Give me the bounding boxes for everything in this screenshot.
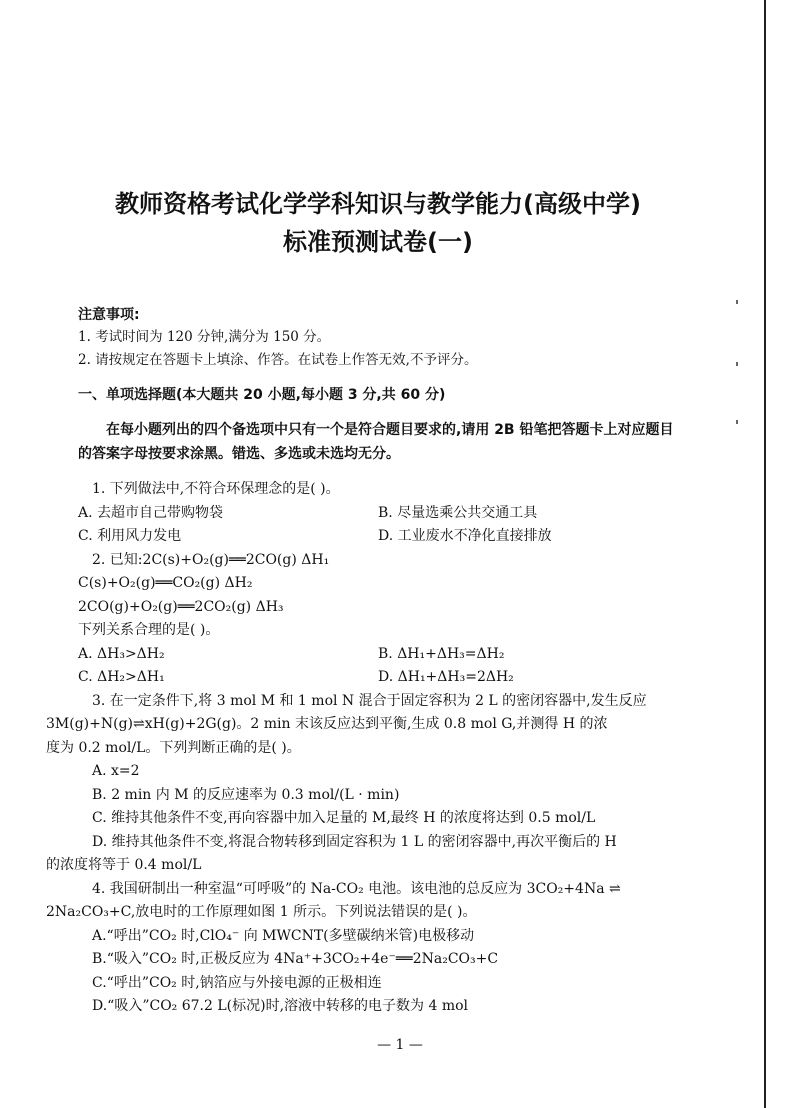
q3-option-d-cont: 的浓度将等于 0.4 mol/L	[46, 857, 202, 873]
q4-option-b: B.“吸入”CO₂ 时,正极反应为 4Na⁺+3CO₂+4e⁻══2Na₂CO₃+C	[92, 951, 499, 967]
q2-equation-2: C(s)+O₂(g)══CO₂(g) ΔH₂	[78, 575, 253, 591]
note-item: 2. 请按规定在答题卡上填涂、作答。在试卷上作答无效,不予评分。	[78, 352, 478, 368]
q3-option-c: C. 维持其他条件不变,再向容器中加入足量的 M,最终 H 的浓度将达到 0.5 mol/L	[92, 810, 596, 826]
q2-option-a: A. ΔH₃>ΔH₂	[78, 645, 165, 662]
scan-border-line	[764, 0, 766, 1108]
q3-option-b: B. 2 min 内 M 的反应速率为 0.3 mol/(L · min)	[92, 786, 400, 803]
q1-stem: 1. 下列做法中,不符合环保理念的是( )。	[92, 481, 340, 497]
exam-page	[46, 186, 678, 1019]
q4-stem-line: 2Na₂CO₃+C,放电时的工作原理如图 1 所示。下列说法错误的是( )。	[46, 904, 477, 920]
scan-mark	[736, 300, 738, 304]
q1-option-c: C. 利用风力发电	[78, 528, 182, 544]
q2-option-c: C. ΔH₂>ΔH₁	[78, 669, 165, 685]
q4-stem-line: 4. 我国研制出一种室温“可呼吸”的 Na-CO₂ 电池。该电池的总反应为 3CO₂+4Na ⇌	[92, 880, 621, 897]
q4-option-a: A.“呼出”CO₂ 时,ClO₄⁻ 向 MWCNT(多壁碳纳米管)电极移动	[92, 927, 475, 944]
q1-option-a: A. 去超市自己带购物袋	[78, 504, 224, 521]
q2-option-b: B. ΔH₁+ΔH₃=ΔH₂	[378, 645, 505, 662]
q2-ask: 下列关系合理的是( )。	[78, 622, 220, 638]
q1-options-row	[78, 502, 678, 526]
q3-stem-line: 3. 在一定条件下,将 3 mol M 和 1 mol N 混合于固定容积为 2 L 的密闭容器中,发生反应	[92, 692, 647, 709]
exam-subtitle: 标准预测试卷(一)	[283, 228, 473, 256]
q3-stem-line: 度为 0.2 mol/L。下列判断正确的是( )。	[46, 739, 301, 756]
section-instruction: 在每小题列出的四个备选项中只有一个是符合题目要求的,请用 2B 铅笔把答题卡上对应题目的答案字母按要求涂黑。错选、多选或未选均无分。	[78, 422, 674, 462]
q1-options-row	[78, 525, 678, 549]
scan-mark	[736, 362, 738, 366]
q2-options-row	[78, 643, 678, 667]
q1-option-b: B. 尽量选乘公共交通工具	[378, 504, 538, 521]
section-heading: 一、单项选择题(本大题共 20 小题,每小题 3 分,共 60 分)	[78, 387, 446, 403]
scan-mark	[736, 420, 738, 424]
q3-stem-line: 3M(g)+N(g)⇌xH(g)+2G(g)。2 min 末该反应达到平衡,生成 0.8 mol G,并测得 H 的浓	[46, 716, 608, 732]
q4-option-d: D.“吸入”CO₂ 67.2 L(标况)时,溶液中转移的电子数为 4 mol	[92, 998, 469, 1014]
note-item: 1. 考试时间为 120 分钟,满分为 150 分。	[78, 329, 331, 345]
q4-option-c: C.“呼出”CO₂ 时,钠箔应与外接电源的正极相连	[92, 974, 382, 991]
q3-option-d: D. 维持其他条件不变,将混合物转移到固定容积为 1 L 的密闭容器中,再次平衡后的 H	[92, 833, 617, 850]
q2-stem	[78, 549, 678, 573]
q2-equation-3: 2CO(g)+O₂(g)══2CO₂(g) ΔH₃	[78, 598, 284, 615]
exam-title: 教师资格考试化学学科知识与教学能力(高级中学)	[115, 190, 641, 218]
q2-stem-prefix: 2. 已知:	[92, 551, 143, 568]
q2-option-d: D. ΔH₁+ΔH₃=2ΔH₂	[378, 669, 514, 685]
notes-heading: 注意事项:	[78, 307, 140, 323]
notes-section	[78, 304, 678, 372]
q3-option-a: A. x=2	[92, 763, 140, 779]
page-number: — 1 —	[377, 1037, 423, 1053]
q2-options-row	[78, 666, 678, 690]
q1-option-d: D. 工业废水不净化直接排放	[378, 528, 552, 544]
q2-equation-1: 2C(s)+O₂(g)══2CO(g) ΔH₁	[142, 551, 330, 568]
